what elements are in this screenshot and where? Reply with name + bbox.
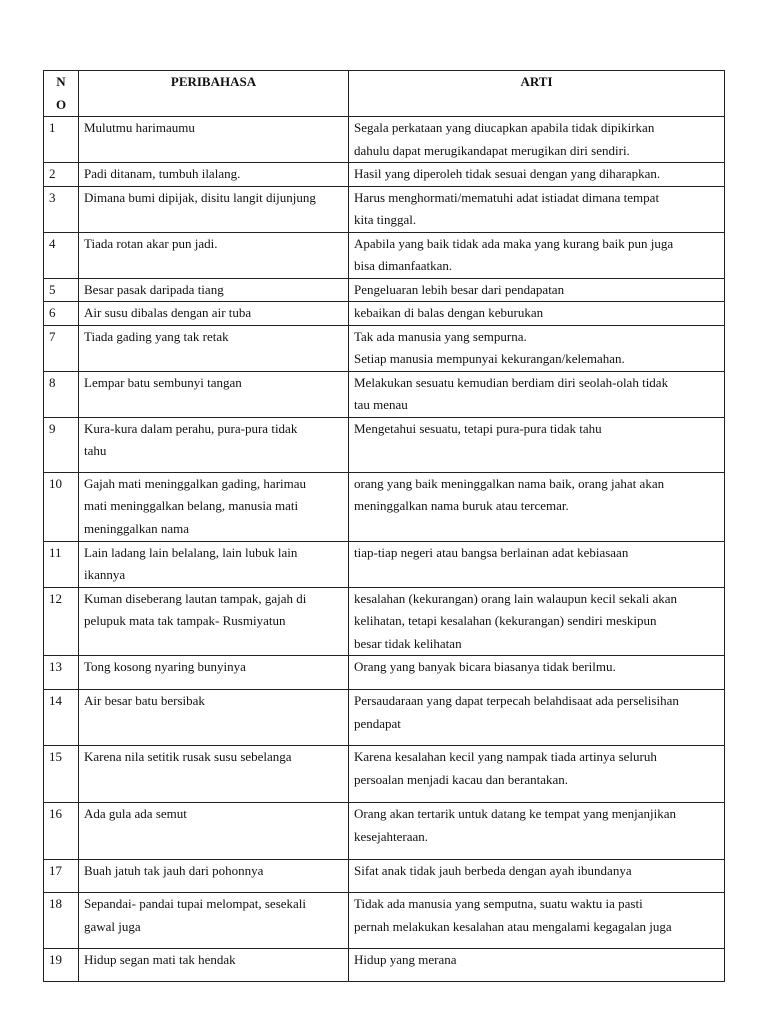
arti-cell bbox=[349, 302, 725, 326]
row-number: 14 bbox=[44, 690, 79, 746]
peribahasa-cell bbox=[79, 656, 349, 690]
peribahasa-line: pelupuk mata tak tampak- Rusmiyatun bbox=[84, 613, 286, 628]
arti-line: Segala perkataan yang diucapkan apabila tidak dipikirkan bbox=[354, 120, 655, 135]
table-row bbox=[44, 417, 725, 472]
arti-line: kebaikan di balas dengan keburukan bbox=[354, 305, 544, 320]
peribahasa-cell bbox=[79, 949, 349, 982]
arti-cell bbox=[349, 690, 725, 746]
peribahasa-line: meninggalkan nama bbox=[84, 520, 190, 536]
row-number: 19 bbox=[44, 949, 79, 982]
row-number: 10 bbox=[44, 472, 79, 541]
arti-line: Setiap manusia mempunyai kekurangan/kelemahan. bbox=[354, 351, 625, 366]
peribahasa-line: ikannya bbox=[84, 567, 126, 582]
arti-line: bisa dimanfaatkan. bbox=[354, 258, 453, 273]
arti-cell bbox=[349, 893, 725, 949]
peribahasa-cell bbox=[79, 690, 349, 746]
peribahasa-line: Karena nila setitik rusak susu sebelanga bbox=[84, 749, 292, 764]
peribahasa-cell bbox=[79, 163, 349, 187]
row-number: 4 bbox=[44, 232, 79, 278]
arti-cell bbox=[349, 656, 725, 690]
arti-line: Apabila yang baik tidak ada maka yang kurang baik pun juga bbox=[354, 235, 674, 251]
arti-line: Orang akan tertarik untuk datang ke tempat yang menjanjikan bbox=[354, 806, 676, 821]
peribahasa-cell bbox=[79, 302, 349, 326]
row-number: 13 bbox=[44, 656, 79, 690]
peribahasa-cell bbox=[79, 278, 349, 302]
peribahasa-line: Buah jatuh tak jauh dari pohonnya bbox=[84, 863, 264, 878]
peribahasa-line: Tong kosong nyaring bunyinya bbox=[84, 659, 246, 674]
arti-line: Mengetahui sesuatu, tetapi pura-pura tidak tahu bbox=[354, 420, 602, 436]
peribahasa-line: Lempar batu sembunyi tangan bbox=[84, 374, 242, 390]
peribahasa-line: Lain ladang lain belalang, lain lubuk lain bbox=[84, 544, 298, 560]
peribahasa-cell bbox=[79, 232, 349, 278]
peribahasa-line: mati meninggalkan belang, manusia mati bbox=[84, 498, 299, 513]
table-row bbox=[44, 803, 725, 860]
arti-cell bbox=[349, 472, 725, 541]
peribahasa-cell bbox=[79, 117, 349, 163]
row-number: 16 bbox=[44, 803, 79, 860]
row-number: 12 bbox=[44, 587, 79, 656]
arti-line: Sifat anak tidak jauh berbeda dengan ayah ibundanya bbox=[354, 863, 632, 878]
peribahasa-line: Sepandai- pandai tupai melompat, sesekali bbox=[84, 896, 307, 911]
arti-line: tau menau bbox=[354, 397, 408, 412]
table-body bbox=[44, 117, 725, 982]
arti-line: Melakukan sesuatu kemudian berdiam diri seolah-olah tidak bbox=[354, 374, 669, 390]
table-row bbox=[44, 690, 725, 746]
arti-cell bbox=[349, 541, 725, 587]
row-number: 17 bbox=[44, 860, 79, 893]
peribahasa-line: Hidup segan mati tak hendak bbox=[84, 952, 236, 967]
table-row bbox=[44, 860, 725, 893]
peribahasa-cell bbox=[79, 541, 349, 587]
arti-cell bbox=[349, 232, 725, 278]
row-number: 18 bbox=[44, 893, 79, 949]
table-row bbox=[44, 541, 725, 587]
arti-cell bbox=[349, 417, 725, 472]
header-arti: ARTI bbox=[349, 71, 725, 117]
peribahasa-line: Kuman diseberang lautan tampak, gajah di bbox=[84, 590, 307, 606]
peribahasa-line: Besar pasak daripada tiang bbox=[84, 281, 224, 297]
arti-line: besar tidak kelihatan bbox=[354, 635, 462, 651]
arti-cell bbox=[349, 587, 725, 656]
peribahasa-line: Kura-kura dalam perahu, pura-pura tidak bbox=[84, 420, 298, 436]
arti-line: pernah melakukan kesalahan atau mengalami kegagalan juga bbox=[354, 918, 672, 934]
header-no: N O bbox=[44, 71, 79, 117]
table-row bbox=[44, 949, 725, 982]
arti-line: kesalahan (kekurangan) orang lain walaupun kecil sekali akan bbox=[354, 590, 678, 606]
peribahasa-cell bbox=[79, 325, 349, 371]
arti-line: kita tinggal. bbox=[354, 212, 417, 227]
arti-line: Tidak ada manusia yang semputna, suatu waktu ia pasti bbox=[354, 896, 643, 911]
table-row bbox=[44, 163, 725, 187]
arti-line: Pengeluaran lebih besar dari pendapatan bbox=[354, 281, 565, 297]
table-row bbox=[44, 278, 725, 302]
peribahasa-cell bbox=[79, 803, 349, 860]
arti-line: kelihatan, tetapi kesalahan (kekurangan) sendiri meskipun bbox=[354, 613, 657, 628]
peribahasa-line: Mulutmu harimaumu bbox=[84, 120, 195, 135]
peribahasa-table bbox=[43, 70, 725, 982]
arti-cell bbox=[349, 163, 725, 187]
row-number: 6 bbox=[44, 302, 79, 326]
table-row bbox=[44, 893, 725, 949]
arti-cell bbox=[349, 746, 725, 803]
peribahasa-cell bbox=[79, 860, 349, 893]
table-row bbox=[44, 232, 725, 278]
peribahasa-line: Ada gula ada semut bbox=[84, 806, 187, 821]
header-peribahasa: PERIBAHASA bbox=[79, 71, 349, 117]
table-row bbox=[44, 587, 725, 656]
peribahasa-line: Air susu dibalas dengan air tuba bbox=[84, 305, 252, 320]
arti-line: Persaudaraan yang dapat terpecah belahdisaat ada perselisihan bbox=[354, 693, 679, 708]
row-number: 8 bbox=[44, 371, 79, 417]
row-number: 15 bbox=[44, 746, 79, 803]
peribahasa-line: Air besar batu bersibak bbox=[84, 693, 205, 708]
row-number: 5 bbox=[44, 278, 79, 302]
arti-line: kesejahteraan. bbox=[354, 828, 428, 844]
arti-line: pendapat bbox=[354, 715, 401, 731]
peribahasa-cell bbox=[79, 186, 349, 232]
row-number: 7 bbox=[44, 325, 79, 371]
table-row bbox=[44, 302, 725, 326]
table-row bbox=[44, 325, 725, 371]
table-row bbox=[44, 656, 725, 690]
arti-line: dahulu dapat merugikandapat merugikan diri sendiri. bbox=[354, 142, 630, 158]
table-row bbox=[44, 472, 725, 541]
arti-line: Tak ada manusia yang sempurna. bbox=[354, 328, 527, 344]
arti-line: Hidup yang merana bbox=[354, 952, 457, 967]
arti-cell bbox=[349, 325, 725, 371]
arti-line: tiap-tiap negeri atau bangsa berlainan adat kebiasaan bbox=[354, 544, 629, 560]
row-number: 3 bbox=[44, 186, 79, 232]
table-row bbox=[44, 186, 725, 232]
arti-line: Orang yang banyak bicara biasanya tidak berilmu. bbox=[354, 659, 616, 674]
peribahasa-cell bbox=[79, 746, 349, 803]
arti-line: orang yang baik meninggalkan nama baik, orang jahat akan bbox=[354, 475, 665, 491]
arti-cell bbox=[349, 186, 725, 232]
table-row bbox=[44, 117, 725, 163]
peribahasa-line: tahu bbox=[84, 443, 107, 458]
arti-cell bbox=[349, 278, 725, 302]
arti-cell bbox=[349, 117, 725, 163]
peribahasa-line: Dimana bumi dipijak, disitu langit dijunjung bbox=[84, 189, 316, 205]
table-header-row bbox=[44, 71, 725, 117]
peribahasa-cell bbox=[79, 587, 349, 656]
arti-line: meninggalkan nama buruk atau tercemar. bbox=[354, 498, 569, 513]
arti-line: Karena kesalahan kecil yang nampak tiada artinya seluruh bbox=[354, 749, 657, 764]
peribahasa-line: Padi ditanam, tumbuh ilalang. bbox=[84, 166, 241, 181]
arti-cell bbox=[349, 803, 725, 860]
row-number: 1 bbox=[44, 117, 79, 163]
peribahasa-line: Tiada rotan akar pun jadi. bbox=[84, 235, 218, 251]
peribahasa-line: Gajah mati meninggalkan gading, harimau bbox=[84, 475, 307, 491]
peribahasa-line: gawal juga bbox=[84, 918, 141, 934]
arti-line: persoalan menjadi kacau dan berantakan. bbox=[354, 771, 569, 787]
row-number: 11 bbox=[44, 541, 79, 587]
row-number: 2 bbox=[44, 163, 79, 187]
peribahasa-line: Tiada gading yang tak retak bbox=[84, 328, 229, 344]
arti-cell bbox=[349, 949, 725, 982]
peribahasa-cell bbox=[79, 893, 349, 949]
arti-cell bbox=[349, 371, 725, 417]
table-row bbox=[44, 371, 725, 417]
peribahasa-cell bbox=[79, 472, 349, 541]
peribahasa-cell bbox=[79, 371, 349, 417]
arti-cell bbox=[349, 860, 725, 893]
row-number: 9 bbox=[44, 417, 79, 472]
arti-line: Hasil yang diperoleh tidak sesuai dengan yang diharapkan. bbox=[354, 166, 661, 181]
table-row bbox=[44, 746, 725, 803]
arti-line: Harus menghormati/mematuhi adat istiadat dimana tempat bbox=[354, 189, 660, 205]
peribahasa-cell bbox=[79, 417, 349, 472]
